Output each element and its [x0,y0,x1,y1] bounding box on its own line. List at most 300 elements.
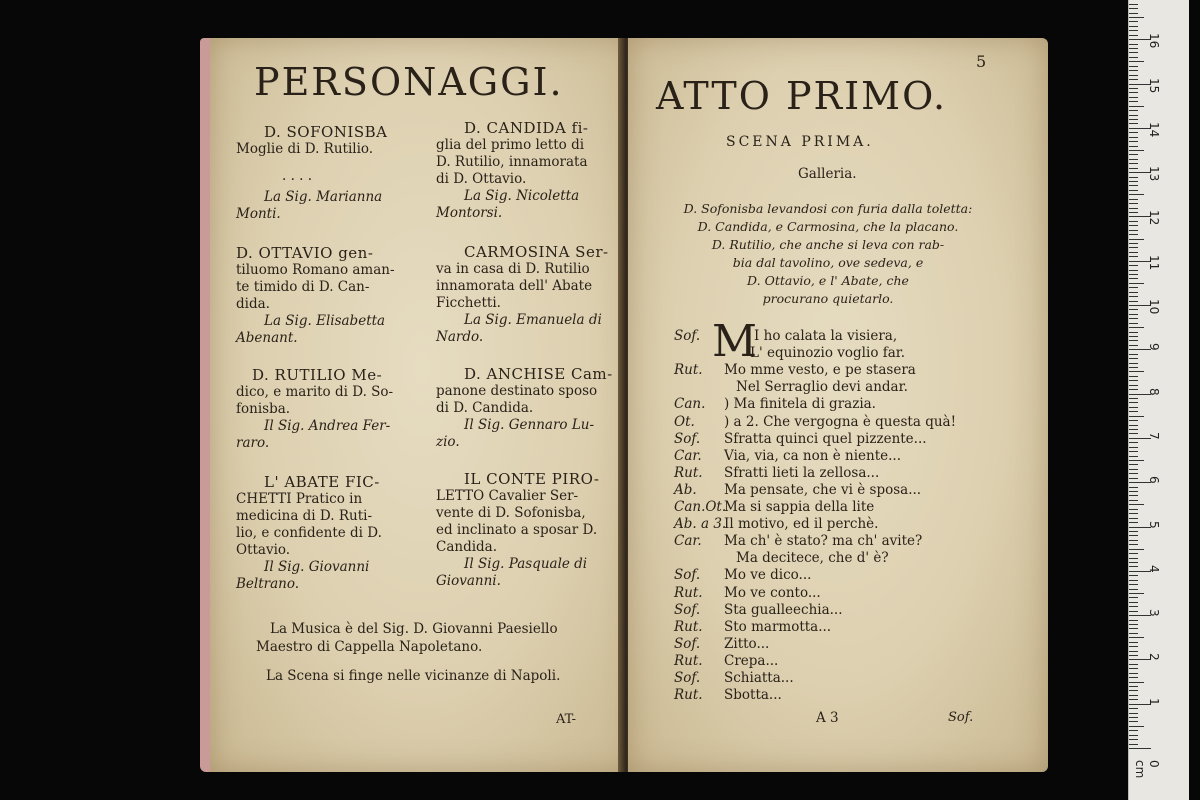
ruler-tick [1129,181,1138,182]
speaker: Sof. [674,328,701,344]
stage-direction-line: procurano quietarlo. [762,291,894,306]
page-number: 5 [976,52,987,71]
ruler-tick [1129,655,1138,656]
ruler-tick [1129,225,1138,226]
ruler-tick [1129,558,1138,559]
ruler-tick [1129,589,1138,590]
signature-mark: A 3 [816,710,839,726]
ruler-tick [1129,221,1138,222]
ruler-tick [1129,115,1138,116]
ruler-tick [1129,451,1138,452]
catchword: Sof. [948,710,974,725]
ruler-number: 9 [1147,343,1161,351]
ruler-number: 12 [1147,210,1161,226]
speaker: Rut. [674,584,703,601]
cast-name: D. RUTILIO Me- [252,366,383,384]
line-text: Via, via, ca non è niente... [724,447,902,464]
dialogue-line [674,687,782,704]
actor-name-cont: Abenant. [236,330,298,346]
speaker: Rut. [674,362,703,379]
dialogue-line [674,533,922,550]
line-text: Sta gualleechia... [724,601,843,618]
ruler-tick [1129,203,1138,204]
left-page-title: PERSONAGGI. [254,60,564,104]
ruler-tick [1129,252,1138,253]
cast-name: D. ANCHISE Cam- [464,365,613,383]
ruler-tick [1129,278,1138,279]
actor-name: La Sig. Nicoletta [464,188,580,204]
cast-column-2 [436,120,626,604]
ruler-tick [1129,416,1144,417]
ruler-tick [1129,513,1138,514]
ruler-tick [1129,535,1138,536]
ruler-tick [1129,425,1138,426]
cast-desc: di D. Candida. [436,400,534,416]
ruler-tick [1129,4,1138,5]
ruler-tick [1129,332,1138,333]
ruler-tick [1129,163,1138,164]
ruler-number: 11 [1147,254,1161,270]
dialogue-line [674,362,916,379]
cast-name: D. OTTAVIO gen- [236,244,374,262]
line-text: Nel Serraglio devi andar. [736,379,908,396]
ruler-tick [1129,602,1138,603]
cast-entry-abate [236,474,426,593]
cast-entry-ottavio [236,245,426,347]
ruler-tick [1129,208,1138,209]
music-credit [256,620,558,656]
ruler-tick [1129,562,1138,563]
cast-desc: te timido di D. Can- [236,279,370,295]
speaker: Sof. [674,635,701,652]
ruler-tick [1129,296,1138,297]
dialogue-line [674,653,778,670]
ruler-tick [1129,194,1144,195]
cast-name: IL CONTE PIRO- [464,470,600,488]
ruler-tick [1129,106,1144,107]
ruler-tick [1129,597,1138,598]
actor-name: Il Sig. Pasquale di [464,556,588,572]
scene-note: La Scena si finge nelle vicinanze di Napoli. [266,668,561,684]
ruler-tick [1129,633,1138,634]
ruler-number: 15 [1147,77,1161,93]
ruler-number: 3 [1147,609,1161,617]
speaker: Can.Ot. [674,499,727,515]
line-text: Crepa... [724,652,779,669]
cast-entry-candida [436,120,626,222]
ruler-tick [1129,270,1138,271]
ruler-tick [1129,132,1138,133]
cast-entry-carmosina [436,244,626,346]
ruler-number: 16 [1147,33,1161,49]
stage-direction-line: D. Ottavio, e l' Abate, che [747,273,909,288]
ruler-tick [1129,473,1138,474]
cast-desc: dico, e marito di D. So- [236,384,394,400]
ruler-tick [1129,673,1138,674]
dialogue-line [674,379,908,396]
stage-direction-line: bia dal tavolino, ove sedeva, e [732,255,924,270]
stage-direction-line: D. Rutilio, che anche si leva con rab- [711,237,945,252]
ruler-tick [1129,708,1138,709]
ruler-tick [1129,57,1138,58]
cast-desc: D. Rutilio, innamorata [436,154,588,170]
cast-desc: di D. Ottavio. [436,171,527,187]
ruler-tick [1129,491,1138,492]
ruler-tick [1129,646,1138,647]
ruler-tick [1129,487,1138,488]
ruler-number: 4 [1147,564,1161,573]
music-credit-line: La Musica è del Sig. D. Giovanni Paesiello [270,621,558,637]
speaker: Sof. [674,567,701,584]
dialogue-line [674,602,843,619]
cast-desc: lio, e confidente di D. [236,525,382,541]
ruler-tick [1129,531,1138,532]
ruler-tick [1129,230,1138,231]
ruler-tick [1129,336,1138,337]
dialogue-line [674,328,897,345]
line-text: Mo ve dico... [724,567,812,584]
speaker: Ot. [674,413,695,430]
ruler-tick [1129,323,1138,324]
line-text: Sbotta... [724,687,782,704]
ruler-tick [1129,402,1138,403]
ruler-tick [1129,52,1138,53]
ruler-tick [1129,146,1138,147]
ruler-tick [1129,677,1138,678]
dialogue-line [674,396,876,413]
ruler-tick [1129,137,1138,138]
speaker: Sof. [674,601,701,618]
ruler-tick [1129,620,1138,621]
dialogue-line [674,482,921,499]
speaker: Ab. a 3. [674,516,727,533]
ruler-tick [1129,456,1138,457]
ruler-tick [1129,380,1138,381]
catchword: AT- [556,712,577,727]
scene-title: SCENA PRIMA. [726,134,874,150]
ruler-tick [1129,301,1138,302]
dialogue-line [674,567,811,584]
speaker: Rut. [674,687,703,704]
cast-desc: ed inclinato a sposar D. [436,522,598,538]
dialogue-line [674,670,794,687]
ruler-tick [1129,713,1138,714]
ruler-tick [1129,97,1138,98]
ruler-tick [1129,500,1138,501]
left-page [200,38,634,772]
ruler-tick [1129,101,1138,102]
ruler-tick [1129,730,1138,731]
ruler-tick [1129,309,1138,310]
ruler-number: 13 [1147,166,1161,182]
measurement-ruler [1128,0,1189,800]
drop-cap: M [712,316,758,367]
ruler-tick [1129,61,1144,62]
line-text: Ma pensate, che vi è sposa... [724,481,922,498]
cast-desc: medicina di D. Ruti- [236,508,373,524]
ruler-tick [1129,668,1138,669]
ruler-tick [1129,354,1138,355]
cast-desc: Moglie di D. Rutilio. [236,141,374,157]
music-credit-line: Maestro di Cappella Napoletano. [256,639,483,655]
actor-name: Il Sig. Giovanni [264,559,370,575]
ruler-tick [1129,385,1138,386]
ruler-tick [1129,327,1144,328]
ruler-tick [1129,177,1138,178]
ruler-tick [1129,504,1144,505]
ruler-tick [1129,154,1138,155]
cast-name: D. CANDIDA fi- [464,119,589,137]
ruler-tick [1129,464,1138,465]
ruler-tick [1129,553,1138,554]
ruler-tick [1129,628,1138,629]
ruler-unit: 0 cm [1133,760,1161,779]
ruler-number: 14 [1147,121,1161,138]
cast-entry-sofonisba [236,124,426,223]
ruler-tick [1129,199,1138,200]
cast-desc: CHETTI Pratico in [236,491,363,507]
ruler-tick [1129,66,1138,67]
ruler-tick [1129,429,1138,430]
ruler-tick [1129,495,1138,496]
dots-ornament: . . . . [282,168,313,184]
ruler-tick [1129,243,1138,244]
ruler-number: 5 [1147,520,1161,529]
line-text: Sfratta quinci quel pizzente... [724,430,927,447]
ruler-tick [1129,345,1138,346]
ruler-tick [1129,699,1138,700]
line-text: Ma ch' è stato? ma ch' avite? [724,533,923,550]
speaker: Rut. [674,618,703,635]
ruler-tick [1129,442,1138,443]
actor-name: Il Sig. Andrea Fer- [264,418,391,434]
right-page [628,38,1048,772]
ruler-tick [1129,566,1138,567]
speaker: Sof. [674,670,701,686]
ruler-tick [1129,606,1138,607]
ruler-tick [1129,478,1138,479]
actor-name: La Sig. Elisabetta [264,313,386,329]
line-text: Ma decitece, che d' è? [736,550,889,567]
ruler-tick [1129,389,1138,390]
dialogue-line [674,636,769,653]
ruler-tick [1129,92,1138,93]
ruler-tick [1129,522,1138,523]
ruler-number: 8 [1147,387,1161,396]
ruler-tick [1129,8,1138,9]
ruler-tick [1129,234,1138,235]
ruler-tick [1129,283,1144,284]
ruler-tick [1129,168,1138,169]
actor-name-cont: Giovanni. [436,573,501,589]
ruler-tick [1129,48,1138,49]
cast-desc: Candida. [436,539,498,555]
dialogue-line [674,448,901,465]
cast-name: D. SOFONISBA [264,123,388,141]
ruler-tick [1129,575,1138,576]
ruler-tick [1129,13,1138,14]
open-book [200,38,1048,772]
ruler-tick [1129,26,1138,27]
ruler-tick [1129,624,1138,625]
ruler-tick [1129,549,1144,550]
line-text: ) a 2. Che vergogna è questa quà! [724,413,956,430]
stage-direction-line: D. Sofonisba levandosi con furia dalla toletta: [683,201,973,216]
speaker: Rut. [674,464,703,481]
stage-direction [628,200,1028,308]
ruler-tick [1129,580,1138,581]
ruler-tick [1129,420,1138,421]
ruler-tick [1129,686,1138,687]
ruler-tick [1129,119,1138,120]
actor-name-cont: raro. [236,435,270,451]
ruler-number: 6 [1147,476,1161,484]
ruler-tick [1129,44,1138,45]
ruler-number: 7 [1147,431,1161,440]
act-title: ATTO PRIMO. [656,74,948,118]
cast-desc: innamorata dell' Abate [436,278,593,294]
ruler-number: 1 [1147,697,1161,706]
stage-direction-line: D. Candida, e Carmosina, che la placano. [697,219,959,234]
ruler-tick [1129,717,1138,718]
ruler-tick [1129,739,1138,740]
ruler-tick [1129,247,1138,248]
ruler-tick [1129,150,1144,151]
ruler-tick [1129,292,1138,293]
ruler-tick [1129,141,1138,142]
cast-desc: LETTO Cavalier Ser- [436,488,579,504]
cast-desc: vente di D. Sofonisba, [436,505,586,521]
ruler-tick [1129,88,1138,89]
dialogue-line [674,550,889,567]
ruler-tick [1129,460,1144,461]
ruler-tick [1129,363,1138,364]
actor-name-cont: Nardo. [436,329,484,345]
ruler-tick [1129,721,1138,722]
ruler-tick [1129,314,1138,315]
ruler-tick [1129,256,1138,257]
ruler-tick [1129,540,1138,541]
ruler-tick [1129,123,1138,124]
speaker: Ab. [674,481,697,498]
dialogue-line [674,345,905,362]
dialogue-line [674,431,927,448]
ruler-tick [1129,340,1138,341]
ruler-tick [1129,287,1138,288]
ruler-number: 10 [1147,299,1161,315]
speaker: Sof. [674,430,701,447]
ruler-tick [1129,17,1144,18]
line-text: Mo ve conto... [724,584,821,601]
ruler-tick [1129,35,1138,36]
ruler-tick [1129,433,1138,434]
dialogue-line [674,414,956,431]
ruler-tick [1129,30,1138,31]
ruler-tick [1129,509,1138,510]
ruler-tick [1129,190,1138,191]
speaker: Car. [674,533,702,550]
line-text: Mo mme vesto, e pe stasera [724,362,916,379]
ruler-tick [1129,407,1138,408]
ruler-tick [1129,265,1138,266]
ruler-tick [1129,318,1138,319]
ruler-tick [1129,75,1138,76]
ruler-tick [1129,159,1138,160]
ruler-tick [1129,593,1144,594]
ruler-tick [1129,110,1138,111]
cast-desc: va in casa di D. Rutilio [436,261,590,277]
ruler-tick [1129,611,1138,612]
ruler-tick [1129,398,1138,399]
ruler-tick [1129,79,1138,80]
ruler-tick [1129,371,1144,372]
line-text: ) Ma finitela di grazia. [724,396,876,413]
ruler-tick [1129,735,1138,736]
dialogue-line [674,585,821,602]
ruler-tick [1129,239,1144,240]
line-text: Il motivo, ed il perchè. [724,516,879,533]
cast-column-1 [236,124,426,607]
line-text: Sto marmotta... [724,618,832,635]
cast-name: L' ABATE FIC- [264,473,380,491]
cast-name: CARMOSINA Ser- [464,243,609,261]
line-text: I ho calata la visiera, [754,328,898,344]
dialogue-line [674,619,831,636]
ruler-tick [1129,411,1138,412]
ruler-tick [1129,274,1138,275]
line-text: Schiatta... [724,670,794,686]
line-text: Ma si sappia della lite [724,499,875,515]
cast-desc: glia del primo letto di [436,137,585,153]
speaker: Rut. [674,652,703,669]
speaker: Car. [674,447,702,464]
ruler-tick [1129,664,1138,665]
ruler-tick [1129,690,1138,691]
ruler-tick [1129,695,1138,696]
cast-desc: Ottavio. [236,542,291,558]
cast-desc: Ficchetti. [436,295,501,311]
dialogue-line [674,516,878,533]
cast-entry-conte [436,471,626,590]
actor-name: Il Sig. Gennaro Lu- [464,417,595,433]
setting: Galleria. [798,166,857,182]
ruler-tick [1129,376,1138,377]
ruler-tick [1129,518,1138,519]
actor-name: La Sig. Emanuela di [464,312,602,328]
ruler-tick [1129,726,1144,727]
ruler-tick [1129,682,1144,683]
ruler-tick [1129,447,1138,448]
ruler-tick [1129,651,1138,652]
ruler-tick [1129,748,1151,749]
ruler-tick [1129,584,1138,585]
actor-name-cont: Beltrano. [236,576,300,592]
ruler-tick [1129,185,1138,186]
line-text: L' equinozio voglio far. [750,345,906,362]
cast-desc: fonisba. [236,401,291,417]
ruler-tick [1129,212,1138,213]
cast-desc: tiluomo Romano aman- [236,262,395,278]
dialogue-line [674,499,874,516]
ruler-tick [1129,21,1138,22]
cast-desc: dida. [236,296,270,312]
cast-entry-rutilio [236,367,426,452]
ruler-tick [1129,469,1138,470]
actor-name-cont: zio. [436,434,460,450]
cast-entry-anchise [436,366,626,451]
actor-name-cont: Monti. [236,206,281,222]
ruler-tick [1129,70,1138,71]
